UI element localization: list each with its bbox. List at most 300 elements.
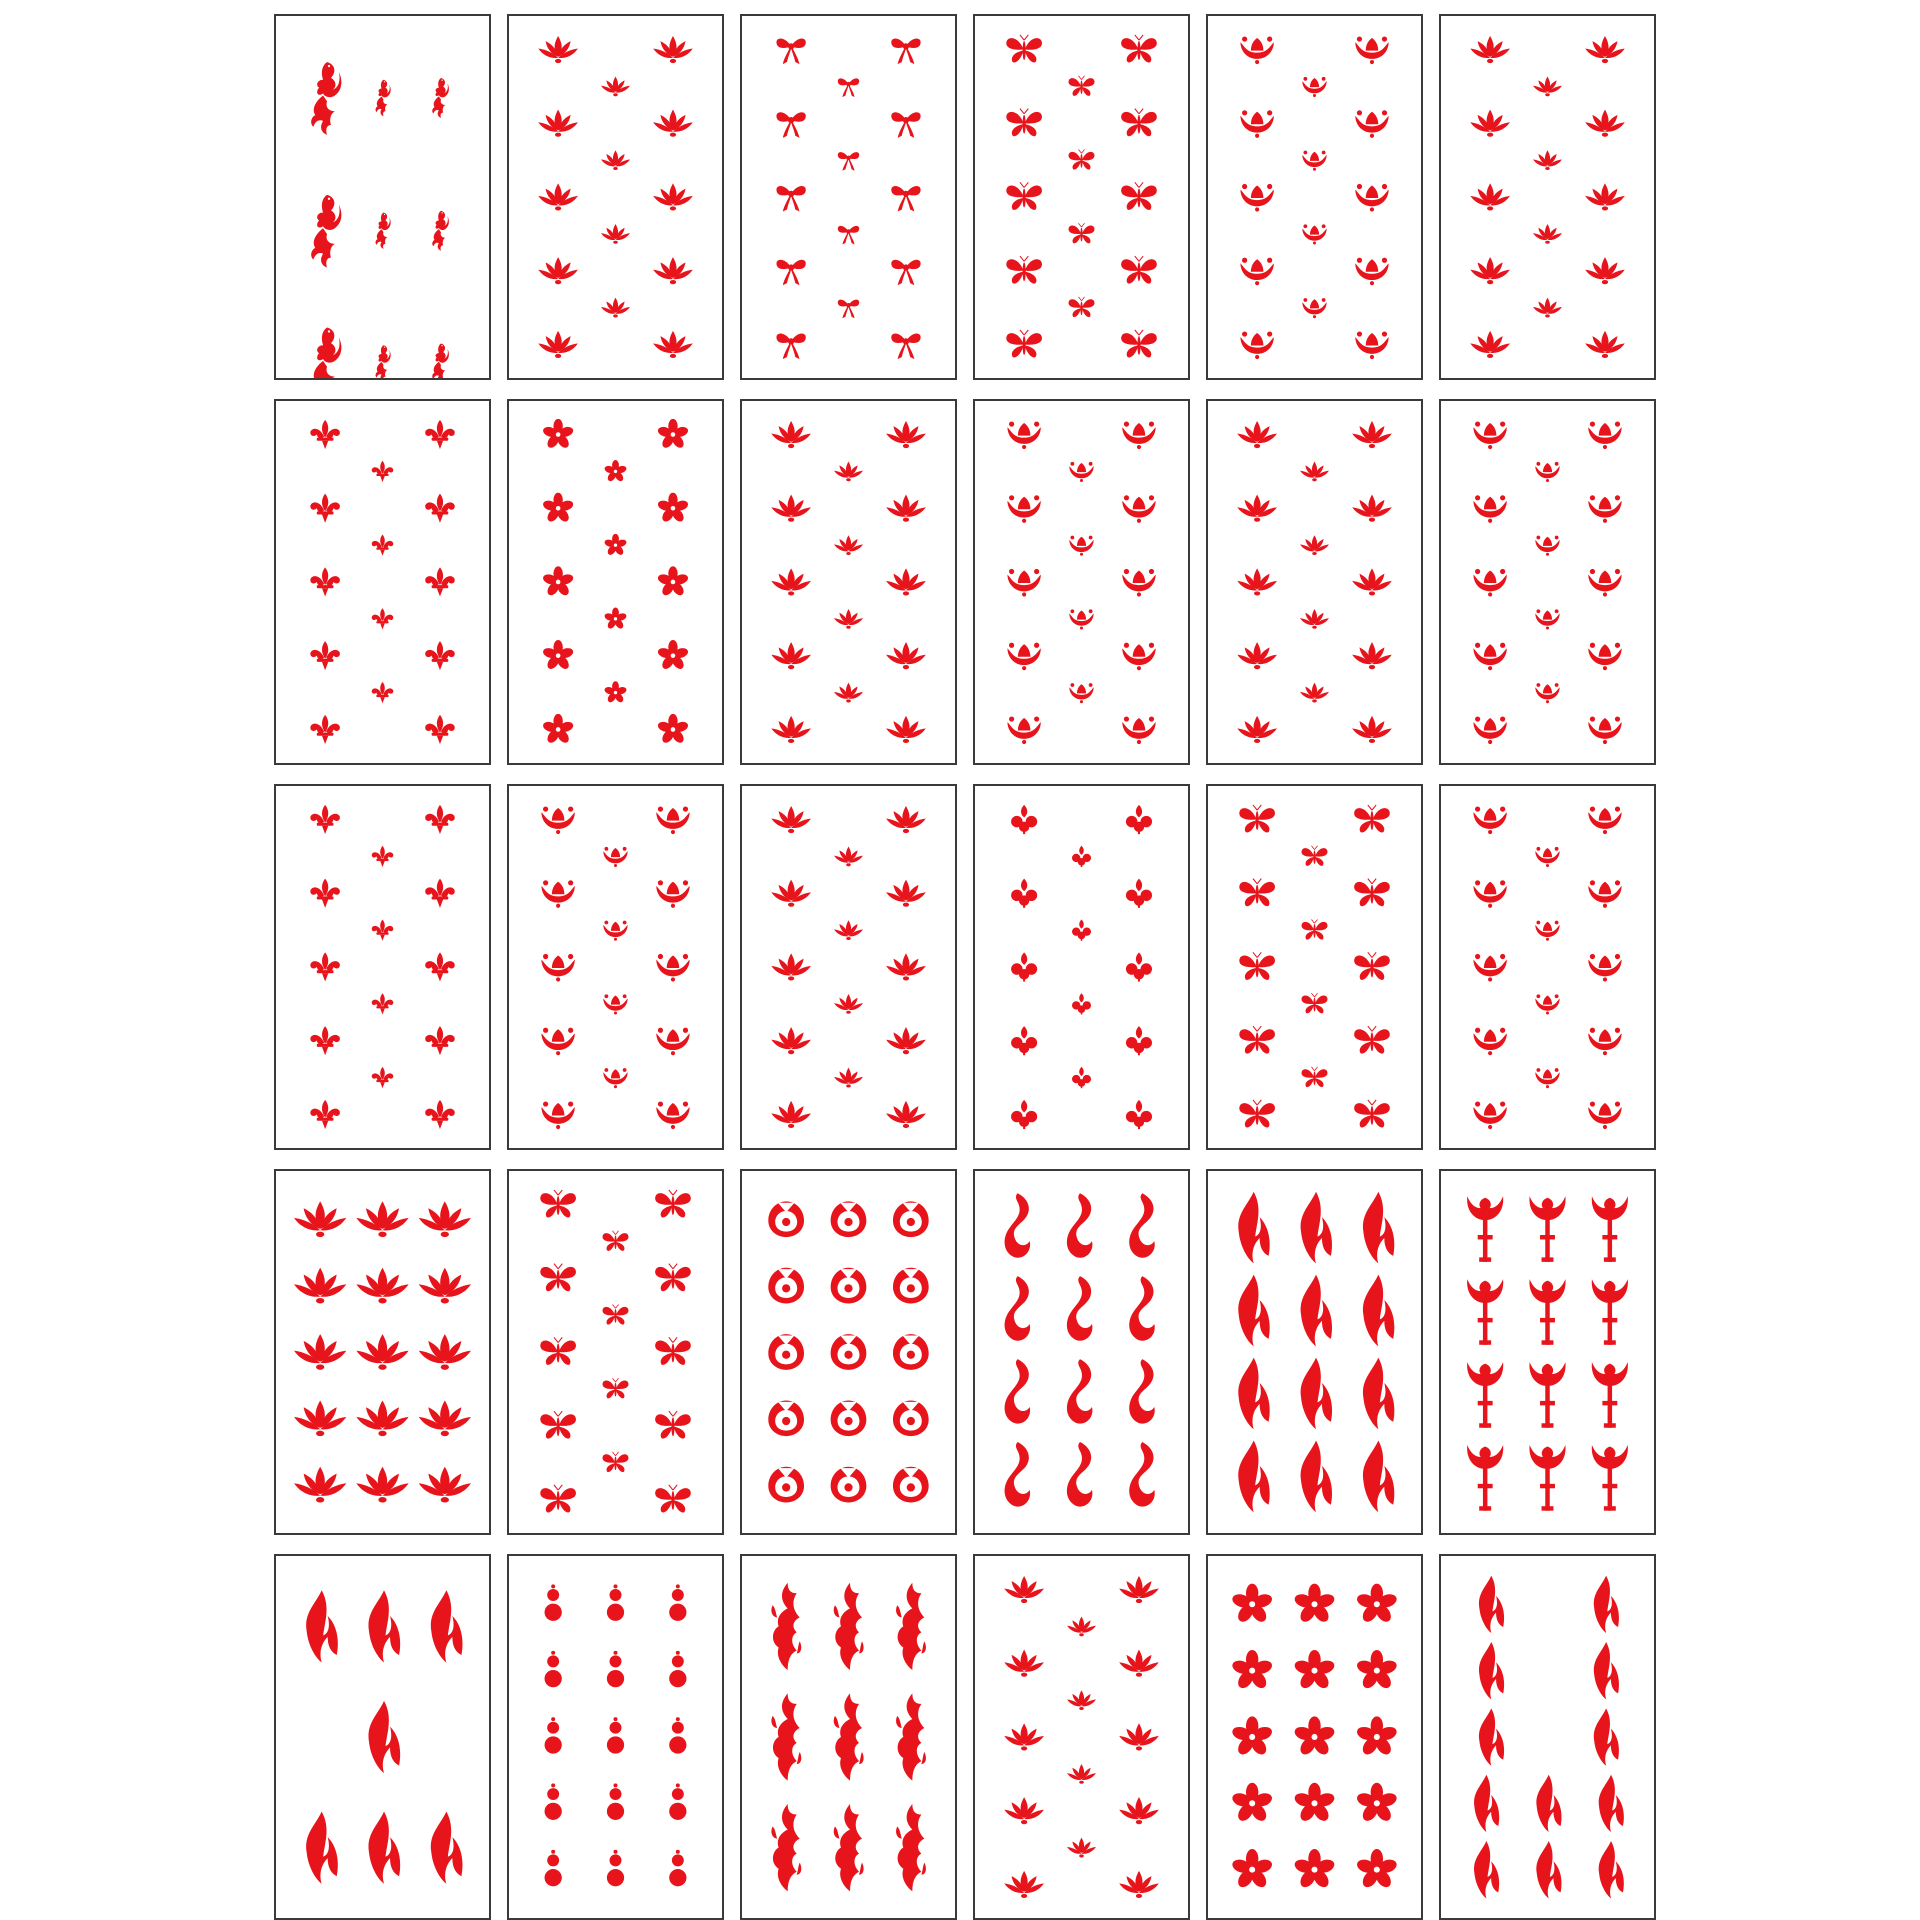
scepter-icon bbox=[1529, 1362, 1565, 1428]
flame-icon bbox=[306, 1590, 338, 1662]
lotus-icon bbox=[1533, 150, 1562, 170]
clover-icon bbox=[1011, 1026, 1037, 1055]
lotus-icon bbox=[653, 183, 693, 210]
crown-icon bbox=[603, 1068, 627, 1088]
sheet-artwork bbox=[276, 1171, 489, 1533]
bead-icon bbox=[545, 1783, 562, 1820]
lotus-icon bbox=[1470, 331, 1510, 358]
tattoo-sheet bbox=[740, 784, 957, 1150]
crown-icon bbox=[1535, 994, 1559, 1014]
sheet-artwork bbox=[1208, 786, 1421, 1148]
crown-icon bbox=[541, 806, 574, 834]
clover-icon bbox=[1072, 1067, 1091, 1088]
flower-icon bbox=[542, 714, 575, 745]
lotus-icon bbox=[834, 462, 863, 482]
lotus-icon bbox=[1237, 716, 1277, 743]
crown-icon bbox=[1302, 151, 1326, 171]
crown-icon bbox=[1473, 569, 1506, 597]
tattoo-sheet bbox=[1206, 14, 1423, 380]
fleur-icon bbox=[310, 641, 340, 670]
fleur-icon bbox=[425, 805, 455, 834]
butterfly-icon bbox=[1302, 1067, 1328, 1087]
lotus-icon bbox=[1119, 1871, 1159, 1898]
crown-icon bbox=[541, 1101, 574, 1129]
lotus-icon bbox=[771, 806, 811, 833]
fleur-icon bbox=[310, 805, 340, 834]
butterfly-icon bbox=[1121, 35, 1157, 63]
crescent-icon bbox=[768, 1334, 804, 1370]
flower-icon bbox=[1293, 1584, 1336, 1625]
fleur-icon bbox=[425, 1026, 455, 1055]
crown-icon bbox=[1535, 609, 1559, 629]
flower-icon bbox=[1293, 1849, 1336, 1890]
butterfly-icon bbox=[1354, 805, 1390, 833]
phoenix-icon bbox=[376, 80, 391, 116]
bead-icon bbox=[607, 1850, 624, 1887]
phoenix-icon bbox=[311, 62, 341, 135]
flame-icon bbox=[1238, 1192, 1269, 1264]
flower-icon bbox=[542, 566, 575, 597]
bow-icon bbox=[776, 112, 805, 138]
butterfly-icon bbox=[1006, 35, 1042, 63]
tattoo-sheet bbox=[973, 399, 1190, 765]
sheet-artwork bbox=[975, 1556, 1188, 1918]
flower-icon bbox=[657, 419, 690, 450]
flame-icon bbox=[1301, 1275, 1332, 1347]
fleur-icon bbox=[310, 952, 340, 981]
bead-icon bbox=[545, 1717, 562, 1754]
butterfly-icon bbox=[603, 1452, 629, 1472]
crown-icon bbox=[603, 847, 627, 867]
lotus-icon bbox=[771, 716, 811, 743]
crown-icon bbox=[1302, 298, 1326, 318]
flame-icon bbox=[1594, 1708, 1619, 1765]
lotus-icon bbox=[1352, 642, 1392, 669]
flower-icon bbox=[1231, 1716, 1274, 1757]
tattoo-sheet bbox=[507, 1169, 724, 1535]
crown-icon bbox=[1535, 536, 1559, 556]
crown-icon bbox=[1302, 224, 1326, 244]
lotus-icon bbox=[834, 994, 863, 1014]
lotus-icon bbox=[601, 298, 630, 318]
lotus-icon bbox=[1119, 1576, 1159, 1603]
butterfly-icon bbox=[655, 1337, 691, 1365]
sheet-artwork bbox=[509, 401, 722, 763]
fleur-icon bbox=[425, 952, 455, 981]
lotus-icon bbox=[1352, 568, 1392, 595]
crescent-icon bbox=[893, 1268, 929, 1304]
lotus-icon bbox=[771, 495, 811, 522]
scepter-icon bbox=[1467, 1279, 1503, 1345]
bow-icon bbox=[891, 39, 920, 65]
clover-icon bbox=[1072, 919, 1091, 940]
crown-icon bbox=[1355, 184, 1388, 212]
lotus-icon bbox=[538, 110, 578, 137]
sheet-artwork bbox=[975, 401, 1188, 763]
crown-icon bbox=[1535, 1068, 1559, 1088]
butterfly-icon bbox=[655, 1485, 691, 1513]
lotus-icon bbox=[886, 953, 926, 980]
tribal-icon bbox=[834, 1583, 864, 1670]
flame-icon bbox=[1363, 1358, 1394, 1430]
flame-icon bbox=[306, 1812, 338, 1884]
sheet-artwork bbox=[1441, 1171, 1654, 1533]
tribal-icon bbox=[834, 1804, 864, 1891]
crown-icon bbox=[1588, 716, 1621, 744]
clover-icon bbox=[1126, 952, 1152, 981]
lotus-icon bbox=[356, 1400, 408, 1436]
crown-icon bbox=[656, 1028, 689, 1056]
lotus-icon bbox=[653, 257, 693, 284]
crown-icon bbox=[1007, 569, 1040, 597]
bead-icon bbox=[545, 1584, 562, 1621]
lotus-icon bbox=[1470, 257, 1510, 284]
lotus-icon bbox=[1237, 421, 1277, 448]
clover-icon bbox=[1126, 805, 1152, 834]
fleur-icon bbox=[372, 919, 394, 940]
tattoo-sheet bbox=[1439, 1554, 1656, 1920]
lotus-icon bbox=[1585, 36, 1625, 63]
scepter-icon bbox=[1592, 1279, 1628, 1345]
fleur-icon bbox=[425, 567, 455, 596]
lotus-icon bbox=[1119, 1797, 1159, 1824]
lotus-icon bbox=[1585, 183, 1625, 210]
crescent-icon bbox=[768, 1201, 804, 1237]
butterfly-icon bbox=[1354, 879, 1390, 907]
lotus-icon bbox=[601, 150, 630, 170]
sheet-artwork bbox=[509, 1171, 722, 1533]
crown-icon bbox=[1240, 36, 1273, 64]
fleur-icon bbox=[425, 494, 455, 523]
tattoo-sheet bbox=[507, 1554, 724, 1920]
crown-icon bbox=[1069, 683, 1093, 703]
lotus-icon bbox=[1470, 36, 1510, 63]
lotus-icon bbox=[834, 847, 863, 867]
lotus-icon bbox=[1300, 609, 1329, 629]
crown-icon bbox=[1588, 954, 1621, 982]
lotus-icon bbox=[1004, 1650, 1044, 1677]
crown-icon bbox=[1069, 462, 1093, 482]
flame-icon bbox=[1474, 1841, 1499, 1898]
fleur-icon bbox=[372, 993, 394, 1014]
clover-icon bbox=[1072, 993, 1091, 1014]
lotus-icon bbox=[653, 331, 693, 358]
tattoo-sheet bbox=[973, 14, 1190, 380]
butterfly-icon bbox=[655, 1411, 691, 1439]
clover-icon bbox=[1126, 879, 1152, 908]
scepter-icon bbox=[1467, 1196, 1503, 1262]
crown-icon bbox=[656, 806, 689, 834]
sheet-artwork bbox=[1208, 401, 1421, 763]
tattoo-sheet bbox=[1206, 1554, 1423, 1920]
flame-icon bbox=[1536, 1841, 1561, 1898]
fleur-icon bbox=[425, 715, 455, 744]
swirl-icon bbox=[1005, 1359, 1031, 1424]
tattoo-sheet bbox=[1206, 784, 1423, 1150]
butterfly-icon bbox=[1239, 805, 1275, 833]
butterfly-icon bbox=[1069, 149, 1095, 169]
lotus-icon bbox=[771, 1027, 811, 1054]
crown-icon bbox=[1588, 643, 1621, 671]
lotus-icon bbox=[356, 1334, 408, 1370]
crown-icon bbox=[1473, 1028, 1506, 1056]
flame-icon bbox=[1238, 1358, 1269, 1430]
lotus-icon bbox=[1533, 298, 1562, 318]
lotus-icon bbox=[1300, 683, 1329, 703]
crown-icon bbox=[1473, 643, 1506, 671]
crown-icon bbox=[1122, 716, 1155, 744]
crescent-icon bbox=[831, 1400, 867, 1436]
flame-icon bbox=[1479, 1642, 1504, 1699]
lotus-icon bbox=[294, 1268, 346, 1304]
lotus-icon bbox=[834, 609, 863, 629]
lotus-icon bbox=[1119, 1723, 1159, 1750]
butterfly-icon bbox=[1302, 846, 1328, 866]
crown-icon bbox=[1473, 954, 1506, 982]
tattoo-sheet bbox=[1206, 1169, 1423, 1535]
crown-icon bbox=[1302, 77, 1326, 97]
fleur-icon bbox=[310, 715, 340, 744]
lotus-icon bbox=[771, 642, 811, 669]
lotus-icon bbox=[1237, 642, 1277, 669]
butterfly-icon bbox=[1006, 109, 1042, 137]
phoenix-icon bbox=[432, 343, 449, 378]
lotus-icon bbox=[294, 1334, 346, 1370]
butterfly-icon bbox=[1121, 109, 1157, 137]
tattoo-sheet bbox=[507, 14, 724, 380]
fleur-icon bbox=[372, 534, 394, 555]
butterfly-icon bbox=[603, 1378, 629, 1398]
fleur-icon bbox=[310, 420, 340, 449]
lotus-icon bbox=[1585, 331, 1625, 358]
bead-icon bbox=[669, 1717, 686, 1754]
crown-icon bbox=[1355, 110, 1388, 138]
flower-icon bbox=[1231, 1584, 1274, 1625]
bow-icon bbox=[776, 39, 805, 65]
crown-icon bbox=[1535, 462, 1559, 482]
lotus-icon bbox=[356, 1201, 408, 1237]
sheet-artwork bbox=[975, 786, 1188, 1148]
crown-icon bbox=[1355, 36, 1388, 64]
phoenix-icon bbox=[311, 328, 341, 378]
tattoo-sheet bbox=[1439, 784, 1656, 1150]
lotus-icon bbox=[601, 224, 630, 244]
fleur-icon bbox=[425, 1100, 455, 1129]
sheet-artwork bbox=[742, 786, 955, 1148]
scepter-icon bbox=[1529, 1196, 1565, 1262]
crescent-icon bbox=[831, 1201, 867, 1237]
lotus-icon bbox=[1585, 110, 1625, 137]
bow-icon bbox=[838, 152, 859, 171]
flower-icon bbox=[1293, 1783, 1336, 1824]
butterfly-icon bbox=[1239, 1026, 1275, 1054]
lotus-icon bbox=[1300, 462, 1329, 482]
clover-icon bbox=[1072, 846, 1091, 867]
crown-icon bbox=[1535, 921, 1559, 941]
crown-icon bbox=[1588, 421, 1621, 449]
lotus-icon bbox=[419, 1467, 471, 1503]
bow-icon bbox=[891, 186, 920, 212]
lotus-icon bbox=[1237, 495, 1277, 522]
lotus-icon bbox=[356, 1467, 408, 1503]
phoenix-icon bbox=[376, 213, 391, 249]
crown-icon bbox=[1588, 495, 1621, 523]
lotus-icon bbox=[1004, 1797, 1044, 1824]
flame-icon bbox=[1301, 1441, 1332, 1513]
tattoo-sheet bbox=[740, 399, 957, 765]
butterfly-icon bbox=[1354, 1026, 1390, 1054]
sheet-artwork bbox=[509, 16, 722, 378]
crescent-icon bbox=[893, 1201, 929, 1237]
lotus-icon bbox=[1067, 1838, 1096, 1858]
sheet-artwork bbox=[742, 16, 955, 378]
crown-icon bbox=[1588, 806, 1621, 834]
sheet-artwork bbox=[1208, 16, 1421, 378]
fleur-icon bbox=[425, 420, 455, 449]
lotus-icon bbox=[294, 1400, 346, 1436]
bow-icon bbox=[891, 260, 920, 286]
crown-icon bbox=[1240, 184, 1273, 212]
swirl-icon bbox=[1067, 1359, 1093, 1424]
lotus-icon bbox=[886, 421, 926, 448]
bead-icon bbox=[607, 1717, 624, 1754]
scepter-icon bbox=[1592, 1445, 1628, 1511]
swirl-icon bbox=[1129, 1442, 1155, 1507]
clover-icon bbox=[1126, 1100, 1152, 1129]
tattoo-sheet bbox=[973, 1554, 1190, 1920]
sheet-artwork bbox=[276, 16, 489, 378]
flower-icon bbox=[542, 640, 575, 671]
flame-icon bbox=[1363, 1275, 1394, 1347]
bead-icon bbox=[607, 1651, 624, 1688]
bead-icon bbox=[545, 1651, 562, 1688]
tattoo-sheet-grid bbox=[274, 14, 1656, 1906]
lotus-icon bbox=[886, 642, 926, 669]
flower-icon bbox=[657, 640, 690, 671]
lotus-icon bbox=[1067, 1690, 1096, 1710]
bead-icon bbox=[607, 1584, 624, 1621]
tribal-icon bbox=[896, 1583, 926, 1670]
lotus-icon bbox=[419, 1400, 471, 1436]
tattoo-sheet bbox=[274, 1169, 491, 1535]
scepter-icon bbox=[1592, 1196, 1628, 1262]
lotus-icon bbox=[886, 806, 926, 833]
lotus-icon bbox=[1067, 1764, 1096, 1784]
fleur-icon bbox=[310, 1026, 340, 1055]
crown-icon bbox=[1122, 421, 1155, 449]
tattoo-sheet bbox=[1439, 1169, 1656, 1535]
fleur-icon bbox=[425, 879, 455, 908]
flame-icon bbox=[368, 1701, 400, 1773]
crescent-icon bbox=[768, 1400, 804, 1436]
swirl-icon bbox=[1129, 1276, 1155, 1341]
flame-icon bbox=[368, 1590, 400, 1662]
lotus-icon bbox=[886, 495, 926, 522]
butterfly-icon bbox=[1006, 330, 1042, 358]
butterfly-icon bbox=[540, 1485, 576, 1513]
bow-icon bbox=[838, 300, 859, 319]
butterfly-icon bbox=[1354, 1100, 1390, 1128]
butterfly-icon bbox=[603, 1304, 629, 1324]
flower-icon bbox=[1355, 1849, 1398, 1890]
clover-icon bbox=[1126, 1026, 1152, 1055]
sheet-artwork bbox=[509, 1556, 722, 1918]
lotus-icon bbox=[653, 110, 693, 137]
lotus-icon bbox=[886, 568, 926, 595]
sheet-artwork bbox=[742, 1171, 955, 1533]
scepter-icon bbox=[1467, 1362, 1503, 1428]
crown-icon bbox=[1473, 1101, 1506, 1129]
crown-icon bbox=[541, 1028, 574, 1056]
bead-icon bbox=[607, 1783, 624, 1820]
flame-icon bbox=[1301, 1192, 1332, 1264]
sheet-artwork bbox=[509, 786, 722, 1148]
fleur-icon bbox=[310, 1100, 340, 1129]
flower-icon bbox=[657, 714, 690, 745]
scepter-icon bbox=[1467, 1445, 1503, 1511]
crown-icon bbox=[603, 921, 627, 941]
phoenix-icon bbox=[432, 78, 449, 118]
crown-icon bbox=[1588, 1101, 1621, 1129]
lotus-icon bbox=[771, 953, 811, 980]
lotus-icon bbox=[886, 1027, 926, 1054]
crown-icon bbox=[541, 880, 574, 908]
butterfly-icon bbox=[1006, 182, 1042, 210]
scepter-icon bbox=[1529, 1445, 1565, 1511]
tattoo-sheet bbox=[1439, 399, 1656, 765]
crown-icon bbox=[1535, 847, 1559, 867]
clover-icon bbox=[1011, 1100, 1037, 1129]
butterfly-icon bbox=[1006, 256, 1042, 284]
flame-icon bbox=[431, 1812, 463, 1884]
sheet-artwork bbox=[1208, 1556, 1421, 1918]
crown-icon bbox=[1240, 258, 1273, 286]
flower-icon bbox=[604, 534, 628, 557]
lotus-icon bbox=[1585, 257, 1625, 284]
lotus-icon bbox=[538, 257, 578, 284]
crown-icon bbox=[1122, 569, 1155, 597]
lotus-icon bbox=[1352, 421, 1392, 448]
crown-icon bbox=[656, 954, 689, 982]
sheet-artwork bbox=[276, 401, 489, 763]
lotus-icon bbox=[356, 1268, 408, 1304]
flower-icon bbox=[1231, 1783, 1274, 1824]
crown-icon bbox=[1007, 421, 1040, 449]
tribal-icon bbox=[771, 1583, 801, 1670]
lotus-icon bbox=[1352, 495, 1392, 522]
swirl-icon bbox=[1005, 1442, 1031, 1507]
flower-icon bbox=[1231, 1849, 1274, 1890]
sheet-artwork bbox=[1208, 1171, 1421, 1533]
sheet-artwork bbox=[1441, 401, 1654, 763]
crown-icon bbox=[1473, 806, 1506, 834]
swirl-icon bbox=[1067, 1276, 1093, 1341]
swirl-icon bbox=[1129, 1359, 1155, 1424]
lotus-icon bbox=[886, 716, 926, 743]
lotus-icon bbox=[419, 1201, 471, 1237]
crown-icon bbox=[1240, 110, 1273, 138]
lotus-icon bbox=[419, 1334, 471, 1370]
tattoo-sheet bbox=[1206, 399, 1423, 765]
butterfly-icon bbox=[1302, 993, 1328, 1013]
butterfly-icon bbox=[1302, 919, 1328, 939]
sheet-artwork bbox=[1441, 16, 1654, 378]
lotus-icon bbox=[294, 1467, 346, 1503]
bow-icon bbox=[891, 334, 920, 360]
lotus-icon bbox=[538, 36, 578, 63]
swirl-icon bbox=[1067, 1442, 1093, 1507]
tattoo-sheet bbox=[507, 399, 724, 765]
